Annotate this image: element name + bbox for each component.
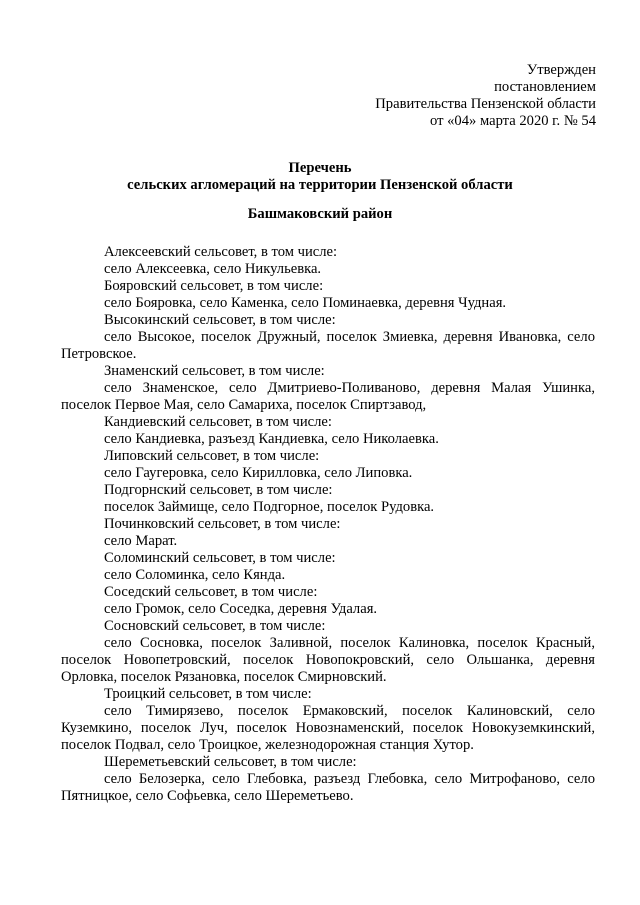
council-villages: село Громок, село Соседка, деревня Удалая. bbox=[104, 601, 378, 617]
council-name: Знаменский сельсовет, в том числе: bbox=[104, 363, 325, 379]
approval-line: Утвержден bbox=[526, 62, 596, 78]
council-villages: село Знаменское, село Дмитриево-Поливаново, деревня Малая Ушинка, поселок Первое Мая, село Самариха, поселок Спиртзавод, bbox=[61, 380, 595, 413]
council-villages: село Высокое, поселок Дружный, поселок Змиевка, деревня Ивановка, село Петровское. bbox=[61, 329, 595, 362]
council-entry bbox=[61, 244, 595, 278]
title-heading: Перечень bbox=[288, 160, 352, 176]
approval-line: Правительства Пензенской области bbox=[375, 96, 596, 112]
council-name: Бояровский сельсовет, в том числе: bbox=[104, 278, 324, 294]
council-villages: село Белозерка, село Глебовка, разъезд Глебовка, село Митрофаново, село Пятницкое, село Софьевка, село Шереметьево. bbox=[61, 771, 595, 804]
council-name: Кандиевский сельсовет, в том числе: bbox=[104, 414, 332, 430]
council-entry bbox=[61, 414, 595, 448]
council-entry bbox=[61, 550, 595, 584]
document-title bbox=[0, 160, 640, 194]
council-name: Шереметьевский сельсовет, в том числе: bbox=[104, 754, 357, 770]
council-villages: село Кандиевка, разъезд Кандиевка, село Николаевка. bbox=[104, 431, 439, 447]
council-entry bbox=[61, 448, 595, 482]
approval-date-line: от «04» марта 2020 г. № 54 bbox=[429, 113, 596, 129]
council-entry bbox=[61, 312, 595, 363]
council-name: Подгорнский сельсовет, в том числе: bbox=[104, 482, 333, 498]
approval-line: постановлением bbox=[494, 79, 596, 95]
council-entry bbox=[61, 584, 595, 618]
council-villages: село Алексеевка, село Никульевка. bbox=[104, 261, 322, 277]
council-name: Липовский сельсовет, в том числе: bbox=[104, 448, 320, 464]
council-name: Сосновский сельсовет, в том числе: bbox=[104, 618, 326, 634]
council-entry bbox=[61, 686, 595, 754]
council-name: Алексеевский сельсовет, в том числе: bbox=[104, 244, 338, 260]
council-entry bbox=[61, 754, 595, 805]
council-name: Починковский сельсовет, в том числе: bbox=[104, 516, 341, 532]
council-villages: село Гаугеровка, село Кирилловка, село Липовка. bbox=[104, 465, 413, 481]
approval-stamp bbox=[375, 62, 596, 130]
council-villages: село Бояровка, село Каменка, село Поминаевка, деревня Чудная. bbox=[104, 295, 507, 311]
council-name: Троицкий сельсовет, в том числе: bbox=[104, 686, 312, 702]
council-entry bbox=[61, 363, 595, 414]
title-subheading: сельских агломераций на территории Пензенской области bbox=[127, 177, 513, 193]
council-name: Высокинский сельсовет, в том числе: bbox=[104, 312, 336, 328]
council-entry bbox=[61, 516, 595, 550]
council-villages: поселок Займище, село Подгорное, поселок Рудовка. bbox=[104, 499, 435, 515]
district-heading: Башмаковский район bbox=[247, 206, 393, 222]
council-villages: село Тимирязево, поселок Ермаковский, поселок Калиновский, село Куземкино, поселок Луч, поселок Новознаменский, поселок Новокуземкинский, поселок Подвал, село Троицкое, железнодорожная станция Хутор. bbox=[61, 703, 595, 753]
council-entry bbox=[61, 618, 595, 686]
council-name: Соломинский сельсовет, в том числе: bbox=[104, 550, 336, 566]
council-villages: село Марат. bbox=[104, 533, 178, 549]
council-villages: село Сосновка, поселок Заливной, поселок Калиновка, поселок Красный, поселок Новопетровский, поселок Новопокровский, село Ольшанка, деревня Орловка, поселок Рязановка, поселок Смирновский. bbox=[61, 635, 595, 685]
agglomeration-list bbox=[61, 244, 595, 805]
council-entry bbox=[61, 278, 595, 312]
council-entry bbox=[61, 482, 595, 516]
council-villages: село Соломинка, село Кянда. bbox=[104, 567, 286, 583]
council-name: Соседский сельсовет, в том числе: bbox=[104, 584, 318, 600]
